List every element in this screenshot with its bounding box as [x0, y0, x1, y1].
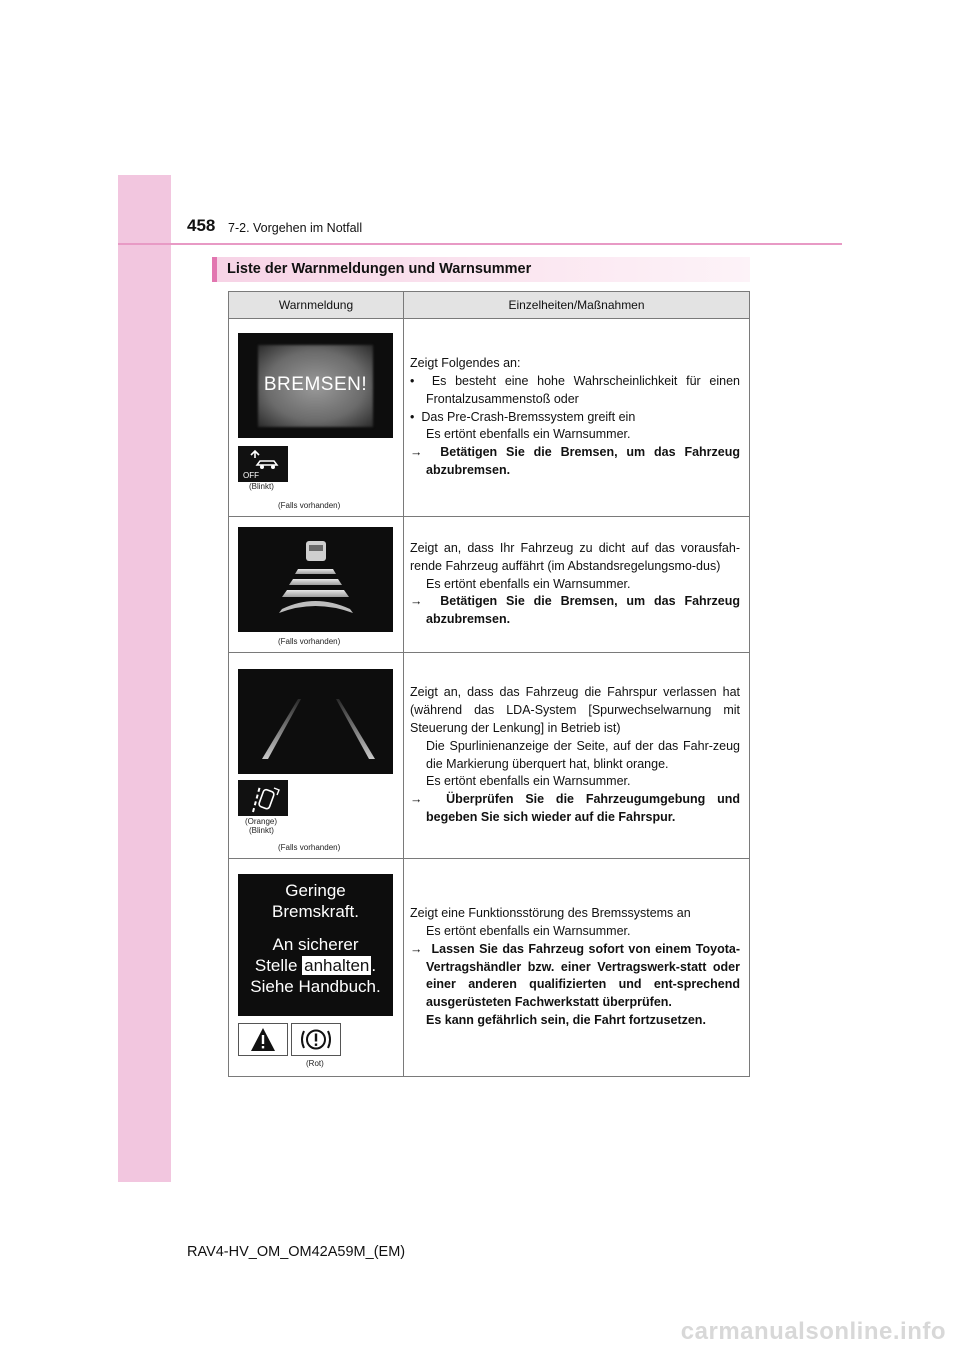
warning-table: [228, 291, 750, 1077]
bremsen-text: BREMSEN!: [263, 374, 368, 395]
warning-details-cell: [404, 653, 750, 859]
watermark: carmanualsonline.info: [680, 1318, 946, 1345]
details-action: [410, 791, 740, 827]
details-action: [410, 593, 740, 629]
footer-code: RAV4-HV_OM_OM42A59M_(EM): [187, 1244, 406, 1260]
availability-caption: (Falls vorhanden): [278, 501, 341, 510]
details-action: [410, 444, 740, 480]
warning-image-cell: [229, 859, 404, 1077]
action-text: Überprüfen Sie die Fahrzeugumgebung und begeben Sie sich wieder auf die Fahrspur.: [426, 792, 740, 824]
arrow-glyph: →: [410, 594, 423, 609]
warning-image-cell: [229, 517, 404, 653]
details-note: Es ertönt ebenfalls ein Warnsummer.: [426, 774, 631, 789]
details-bullet: [410, 373, 740, 409]
screen-line: Geringe: [285, 881, 346, 900]
chapter-title: 7-2. Vorgehen im Notfall: [228, 221, 363, 235]
action-text: Lassen Sie das Fahrzeug sofort von einem Toyota-Vertragshändler bzw. einer Vertragswerk-statt oder einer anderen qualifizierten und ent-sprechend ausgerüsteten Fachwerkstatt überprüfen.: [426, 941, 740, 1010]
page-number: 458: [187, 216, 216, 235]
display-screen-brake-force: [238, 874, 393, 1016]
lane-departure-graphic: [238, 669, 393, 774]
table-row: [229, 319, 750, 517]
header-divider: [118, 243, 842, 245]
brake-warning-icon: [291, 1023, 341, 1056]
orange-caption: (Orange): [245, 817, 278, 826]
details-action-warning: Es kann gefährlich sein, die Fahrt fortzusetzen.: [426, 1012, 706, 1027]
section-title: Liste der Warnmeldungen und Warnsummer: [212, 257, 750, 282]
screen-word: .: [371, 956, 377, 975]
availability-caption: (Falls vorhanden): [278, 843, 341, 852]
arrow-glyph: →: [410, 445, 423, 460]
bullet-text: Das Pre-Crash-Bremssystem greift ein: [421, 409, 636, 424]
icon-off-label: OFF: [243, 471, 259, 480]
screen-highlight: anhalten: [304, 956, 370, 975]
bullet-glyph: •: [410, 409, 415, 424]
arrow-glyph: →: [410, 941, 423, 956]
display-screen-distance: [238, 527, 393, 632]
warning-details-cell: [404, 319, 750, 517]
lane-departure-icon: [238, 780, 288, 816]
bullet-glyph: •: [410, 374, 415, 388]
table-header-row: [229, 292, 750, 319]
display-screen-bremsen: [238, 333, 393, 438]
pre-crash-off-icon: [238, 446, 288, 482]
warning-image-cell: [229, 319, 404, 517]
screen-line-stop: [238, 955, 393, 976]
details-intro: Zeigt Folgendes an:: [410, 356, 521, 371]
details-action: [410, 941, 740, 1012]
table-row: [229, 517, 750, 653]
column-header-details: Einzelheiten/Maßnahmen: [404, 292, 750, 319]
distance-warning-graphic: [238, 527, 393, 632]
details-intro: Zeigt an, dass das Fahrzeug die Fahrspur verlassen hat (während das LDA-System [Spurwechselwarnung mit Steuerung der Lenkung] in Betrieb ist): [410, 685, 740, 735]
action-text: Betätigen Sie die Bremsen, um das Fahrzeug abzubremsen.: [426, 594, 740, 627]
screen-line: Bremskraft.: [272, 902, 359, 921]
details-note: Es ertönt ebenfalls ein Warnsummer.: [426, 427, 631, 442]
availability-caption: (Falls vorhanden): [278, 637, 341, 646]
warning-image-cell: [229, 653, 404, 859]
details-note: Die Spurlinienanzeige der Seite, auf der das Fahr-zeug die Markierung überquert hat, blinkt orange.: [426, 738, 740, 771]
details-note: Es ertönt ebenfalls ein Warnsummer.: [426, 576, 631, 591]
column-header-warning: Warnmeldung: [229, 292, 404, 319]
table-row: [229, 859, 750, 1077]
red-caption: (Rot): [306, 1059, 324, 1068]
table-row: [229, 653, 750, 859]
details-intro: Zeigt eine Funktionsstörung des Bremssystems an: [410, 906, 691, 921]
screen-line: An sicherer: [272, 935, 359, 954]
blink-caption: (Blinkt): [249, 482, 274, 491]
details-intro: Zeigt an, dass Ihr Fahrzeug zu dicht auf das vorausfah-rende Fahrzeug auffährt (im Abstandsregelungsmo-dus): [410, 541, 740, 573]
display-screen-lane: [238, 669, 393, 774]
screen-word: Stelle: [254, 956, 298, 975]
warning-details-cell: [404, 517, 750, 653]
warning-triangle-icon: [238, 1023, 288, 1056]
details-bullet: [410, 409, 740, 427]
blink-caption: (Blinkt): [249, 826, 274, 835]
screen-line: Siehe Handbuch.: [250, 977, 381, 996]
bullet-text: Es besteht eine hohe Wahrscheinlichkeit für einen Frontalzusammenstoß oder: [426, 374, 740, 406]
chapter-sidebar-tab: [118, 175, 171, 1182]
details-note: Es ertönt ebenfalls ein Warnsummer.: [426, 924, 631, 938]
action-text: Betätigen Sie die Bremsen, um das Fahrzeug abzubremsen.: [426, 445, 740, 477]
arrow-glyph: →: [410, 792, 423, 807]
warning-details-cell: [404, 859, 750, 1077]
